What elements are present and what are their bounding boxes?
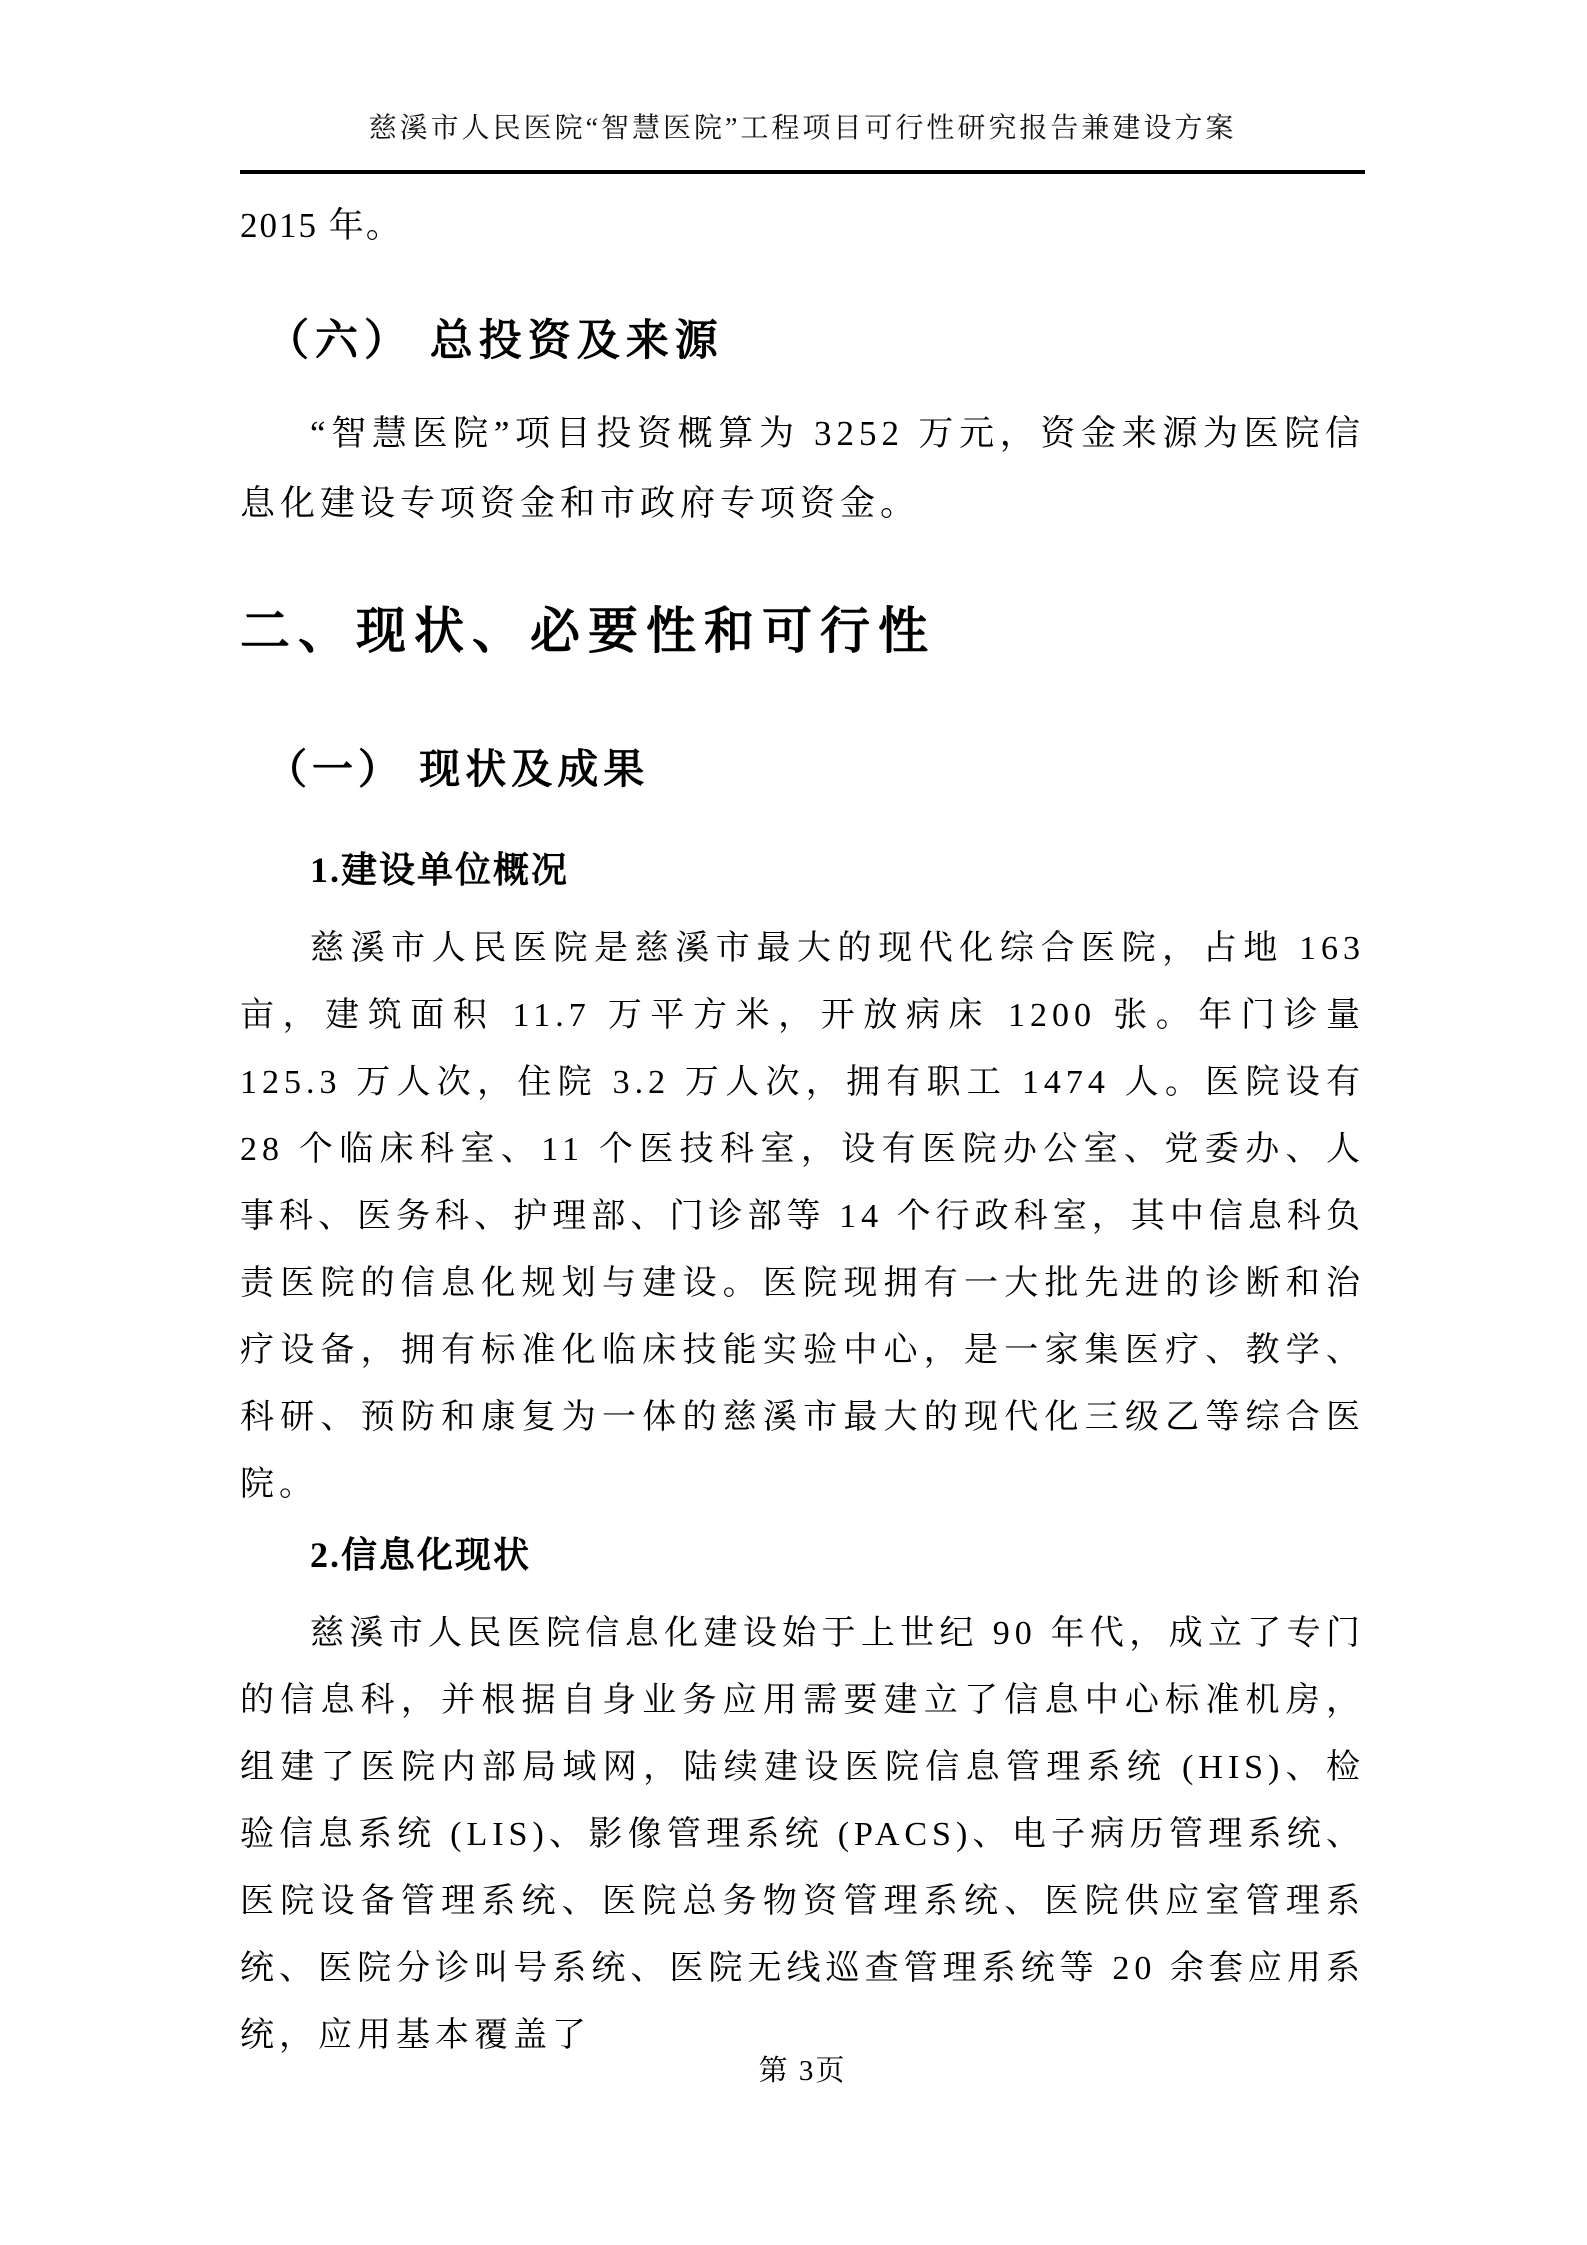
paragraph-it-status: 慈溪市人民医院信息化建设始于上世纪 90 年代，成立了专门的信息科，并根据自身业务应用需要建立了信息中心标准机房，组建了医院内部局域网，陆续建设医院信息管理系统 (HIS)、检验信息系统 (LIS)、影像管理系统 (PACS)、电子病历管理系统、医院设备管理系统、医院总务物资管理系统、医院供应室管理系统、医院分诊叫号系统、医院无线巡查管理系统等 20 余套应用系统，应用基本覆盖了 (240, 1615, 1365, 2054)
page-header (240, 112, 1365, 174)
carryover-paragraph: 2015 年。 (240, 206, 403, 245)
document-body (240, 192, 1365, 2069)
page-number: 第 3页 (758, 2055, 847, 2087)
running-head-title: 慈溪市人民医院“智慧医院”工程项目可行性研究报告兼建设方案 (368, 113, 1237, 144)
page-footer (240, 2048, 1365, 2089)
header-divider (240, 170, 1365, 174)
heading-chapter-two: 二、现状、必要性和可行性 (240, 603, 936, 659)
paragraph-hospital-overview: 慈溪市人民医院是慈溪市最大的现代化综合医院，占地 163 亩，建筑面积 11.7 万平方米，开放病床 1200 张。年门诊量 125.3 万人次，住院 3.2 万人次，拥有职工 1474 人。医院设有 28 个临床科室、11 个医技科室，设有医院办公室、党委办、人事科、医务科、护理部、门诊部等 14 个行政科室，其中信息科负责医院的信息化规划与建设。医院现拥有一大批先进的诊断和治疗设备，拥有标准化临床技能实验中心，是一家集医疗、教学、科研、预防和康复为一体的慈溪市最大的现代化三级乙等综合医院。 (240, 930, 1365, 1503)
page-content (240, 112, 1365, 2069)
heading-section-one-status: （一） 现状及成果 (266, 746, 650, 792)
heading-sub-one-unit-overview: 1.建设单位概况 (310, 850, 570, 890)
heading-sub-two-it-status: 2.信息化现状 (310, 1535, 532, 1575)
paragraph-investment-source: “智慧医院”项目投资概算为 3252 万元，资金来源为医院信息化建设专项资金和市政府专项资金。 (240, 414, 1365, 523)
heading-section-six-investment: （六） 总投资及来源 (266, 318, 724, 365)
